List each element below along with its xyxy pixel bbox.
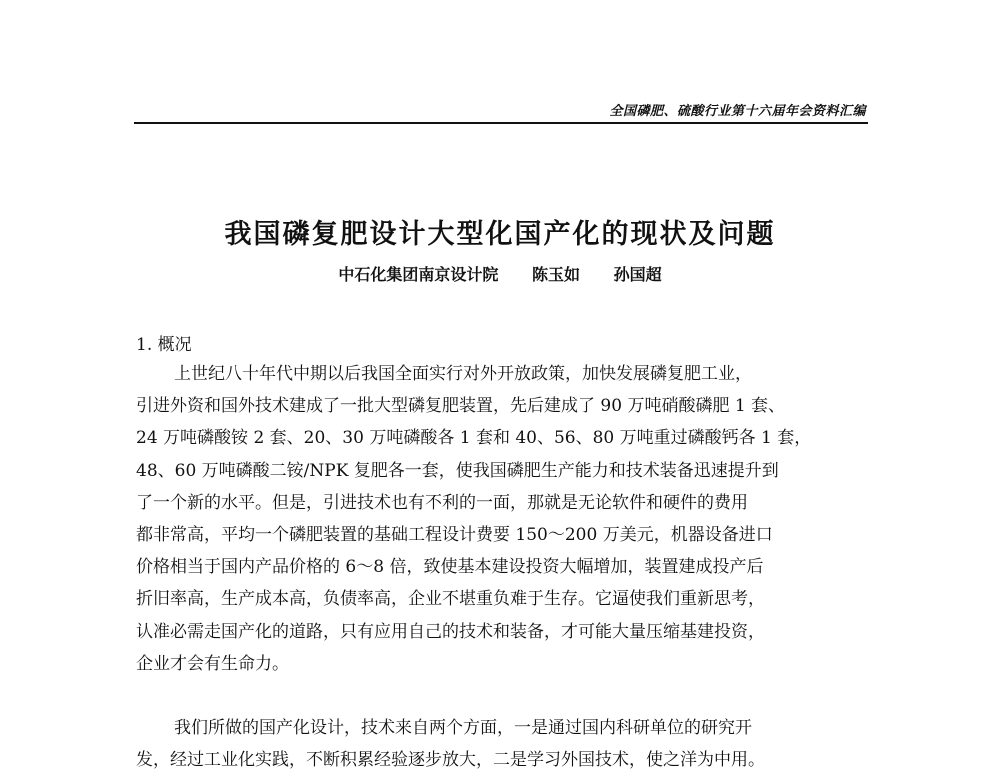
text-line: 价格相当于国内产品价格的 6～8 倍，致使基本建设投资大幅增加，装置建成投产后 (136, 557, 764, 578)
text-line: 24 万吨磷酸铵 2 套、20、30 万吨磷酸各 1 套和 40、56、80 万吨重过磷酸钙各 1 套， (136, 428, 812, 449)
text-line: 发，经过工业化实践，不断积累经验逐步放大，二是学习外国技术，使之洋为中用。 (136, 750, 765, 771)
text-line: 企业才会有生命力。 (136, 653, 289, 674)
text-line: 上世纪八十年代中期以后我国全面实行对外开放政策，加快发展磷复肥工业， (174, 364, 752, 384)
body-paragraph (136, 358, 866, 680)
paper-title: 我国磷复肥设计大型化国产化的现状及问题 (224, 219, 776, 250)
text-line: 引进外资和国外技术建成了一批大型磷复肥装置，先后建成了 90 万吨硝酸磷肥 1 套、 (136, 396, 786, 417)
author-name: 孙国超 (613, 265, 662, 284)
text-line: 我们所做的国产化设计，技术来自两个方面，一是通过国内科研单位的研究开 (174, 718, 752, 738)
text-line: 了一个新的水平。但是，引进技术也有不利的一面，那就是无论软件和硬件的费用 (136, 492, 748, 513)
author-name: 陈玉如 (531, 265, 580, 284)
section-heading: 1. 概况 (136, 335, 192, 355)
body-paragraph (136, 712, 866, 776)
affiliation: 中石化集团南京设计院 (338, 265, 499, 284)
header-rule (134, 122, 868, 124)
text-line: 折旧率高，生产成本高，负债率高，企业不堪重负难于生存。它逼使我们重新思考， (136, 589, 765, 610)
text-line: 48、60 万吨磷酸二铵/NPK 复肥各一套，使我国磷肥生产能力和技术装备迅速提升到 (136, 460, 779, 481)
text-line: 认准必需走国产化的道路，只有应用自己的技术和装备，才可能大量压缩基建投资， (136, 621, 765, 642)
author-line (0, 262, 1000, 285)
text-line: 都非常高，平均一个磷肥装置的基础工程设计费要 150～200 万美元，机器设备进口 (136, 525, 773, 546)
running-header: 全国磷肥、硫酸行业第十六届年会资料汇编 (609, 104, 866, 119)
